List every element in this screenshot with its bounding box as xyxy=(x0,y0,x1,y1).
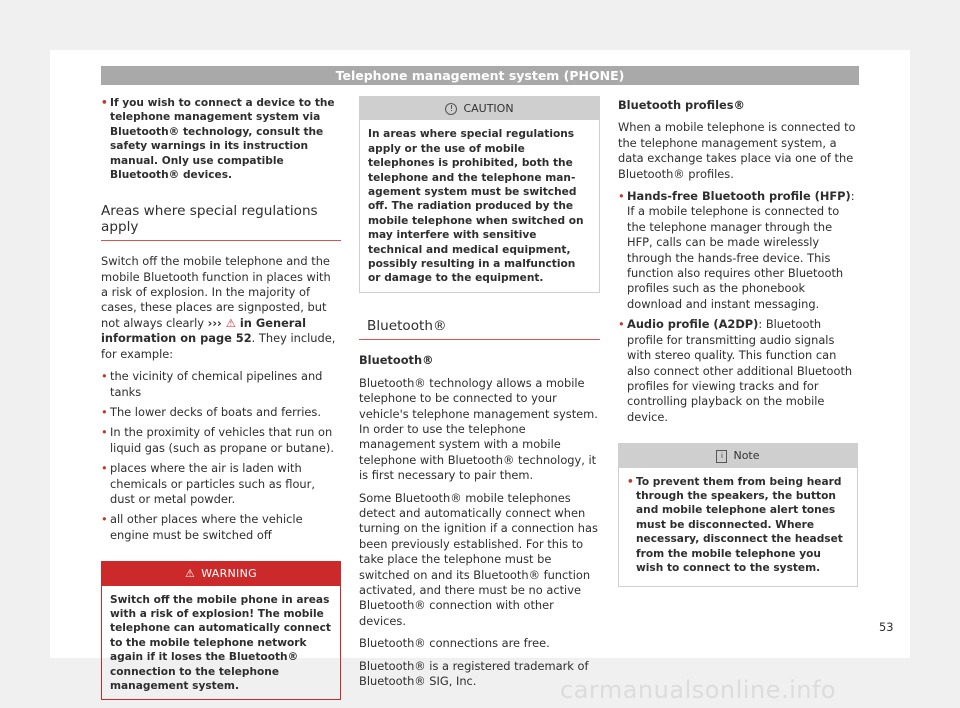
warning-box xyxy=(101,561,341,700)
subsection-title: Bluetooth® xyxy=(359,353,434,368)
bullet-icon: • xyxy=(101,369,108,384)
section-rule xyxy=(359,339,600,340)
column-middle xyxy=(359,96,600,696)
intro-bullet: • If you wish to connect a device to the telephone management system via Bluetooth® technology, consult the safety warnings in its instruction manual. Only use compatible Bluetooth® devices. xyxy=(101,97,335,182)
cross-reference-link[interactable]: ››› ⚠ in General information on page 52 xyxy=(101,315,307,346)
list-item: • places where the air is laden with chemicals or particles such as flour, dust or metal powder. xyxy=(101,461,315,506)
info-circle-icon: ! xyxy=(445,103,457,115)
bullet-icon: • xyxy=(627,475,634,488)
section-rule xyxy=(101,240,341,241)
list-item: • In the proximity of vehicles that run on liquid gas (such as propane or butane). xyxy=(101,425,334,455)
column-right xyxy=(618,98,858,587)
list-item: • The lower decks of boats and ferries. xyxy=(101,404,321,419)
paragraph: Switch off the mobile telephone and the mobile Bluetooth function in places with a risk of explosion. In the majority of cases, these places are signposted, but not always clearly ››› ⚠ in General information on page 52. They include, for example: xyxy=(101,254,336,361)
bullet-icon: • xyxy=(618,317,625,332)
warning-triangle-icon: ⚠ xyxy=(225,315,236,330)
caution-box xyxy=(359,96,600,293)
page-number: 53 xyxy=(879,620,894,634)
list-item: • all other places where the vehicle engine must be switched off xyxy=(101,512,303,542)
note-box xyxy=(618,443,858,587)
bullet-icon: • xyxy=(101,512,108,527)
info-note-icon: i xyxy=(716,450,727,463)
paragraph: Bluetooth® connections are free. xyxy=(359,636,550,651)
bullet-icon: • xyxy=(101,97,108,109)
bullet-icon: • xyxy=(101,461,108,476)
list-item: • Audio profile (A2DP): Bluetooth profile for transmitting audio signals with stereo quality. This function can also connect other additional Bluetooth profiles for viewing tracks and for controlling playback on the mobile device. xyxy=(618,317,853,424)
warning-text: Switch off the mobile phone in areas with a risk of explosion! The mobile telephone can automatically connect to the mobile telephone network again if it loses the Bluetooth® connection to the telephone management system. xyxy=(110,593,331,692)
note-header: i Note xyxy=(619,444,857,467)
warning-header: ⚠ WARNING xyxy=(102,562,340,585)
paragraph: Bluetooth® is a registered trademark of Bluetooth® SIG, Inc. xyxy=(359,658,589,688)
bullet-icon: • xyxy=(101,425,108,440)
caution-text: In areas where special regulations apply or the use of mobile telephones is prohibited, both the telephone and the telephone management system must be switched off. The radiation produced by the mobile telephone when switched on may interfere with sensitive technical and medical equipment, possibly resulting in a malfunction or damage to the equipment. xyxy=(360,120,599,291)
list-item: • Hands-free Bluetooth profile (HFP): If a mobile telephone is connected to the telephone manager through the HFP, calls can be made wirelessly through the hands-free device. This function also requires other Bluetooth profiles such as the phonebook download and instant messaging. xyxy=(618,189,855,311)
list-item: • the vicinity of chemical pipelines and tanks xyxy=(101,369,323,399)
column-left xyxy=(101,96,341,700)
paragraph: When a mobile telephone is connected to the telephone management system, a data exchange takes place via one of the Bluetooth® profiles. xyxy=(618,120,856,181)
warning-triangle-icon: ⚠ xyxy=(185,567,196,581)
caution-header: ! CAUTION xyxy=(360,97,599,120)
section-title-special-regulations: Areas where special regulations apply xyxy=(101,204,341,241)
paragraph: Bluetooth® technology allows a mobile telephone to be connected to your vehicle's telephone management system. In order to use the telephone management system with a mobile telephone with Bluetooth® technology, it is first necessary to pair them. xyxy=(359,375,598,483)
paragraph: Some Bluetooth® mobile telephones detect and automatically connect when turning on the ignition if a connection has been previously established. For this to take place the telephone must be switched on and its Bluetooth® function activated, and there must be no active Bluetooth® connection with other devices. xyxy=(359,490,598,628)
page-header: Telephone management system (PHONE) xyxy=(101,66,859,85)
note-text: • To prevent them from being heard through the speakers, the button and mobile telephone alert tones must be disconnected. Where necessary, disconnect the headset from the mobile telephone you wish to connect to the system. xyxy=(627,475,843,574)
bullet-icon: • xyxy=(618,189,625,204)
bullet-icon: • xyxy=(101,404,108,419)
watermark: carmanualsonline.info xyxy=(560,676,837,704)
section-title-bluetooth: Bluetooth® xyxy=(359,319,600,340)
subsection-title: Bluetooth profiles® xyxy=(618,98,745,112)
